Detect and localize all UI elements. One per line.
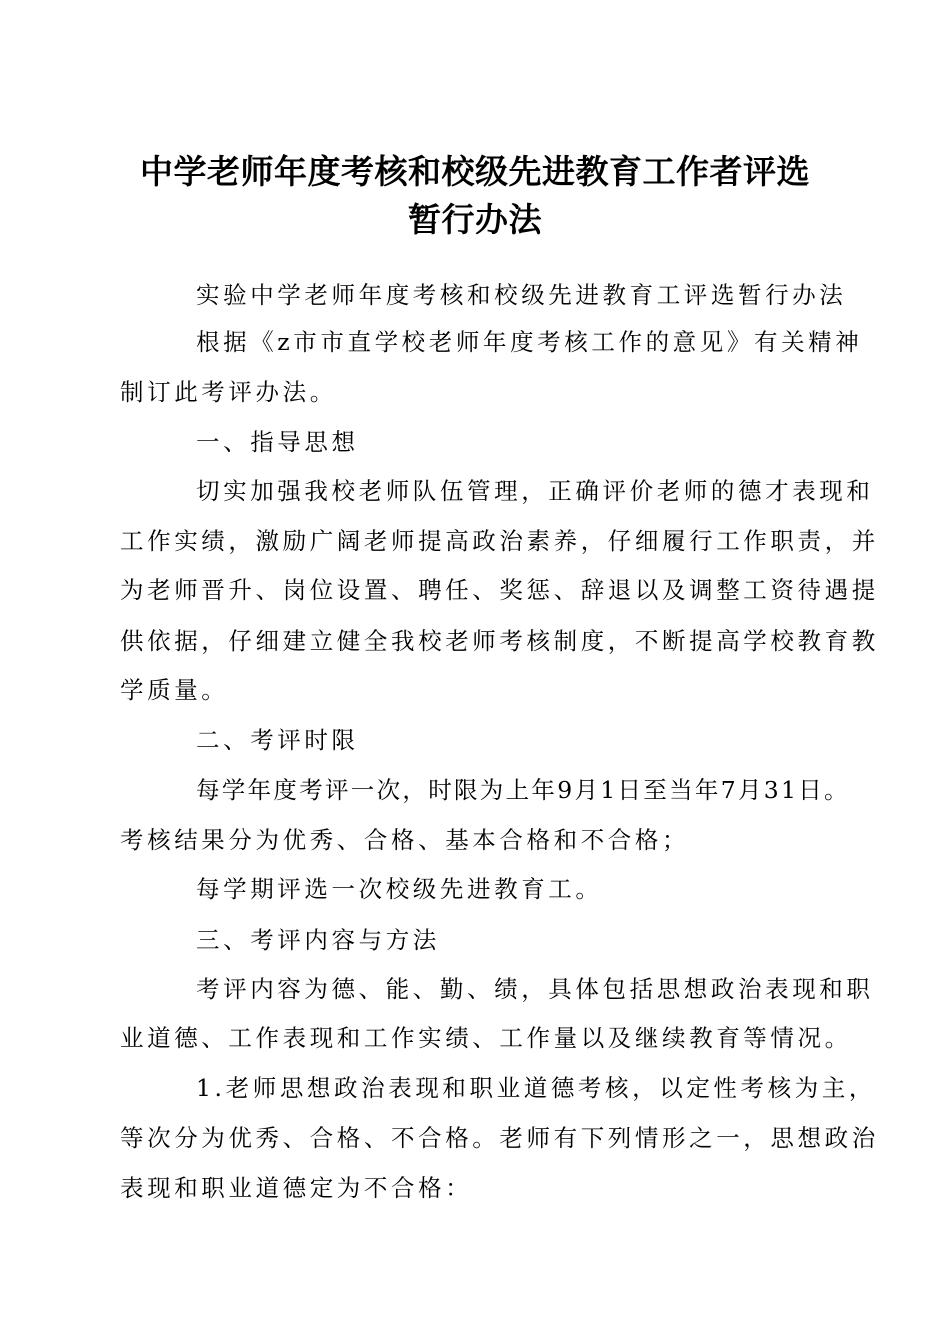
document-title-line-1: 中学老师年度考核和校级先进教育工作者评选 xyxy=(140,152,810,191)
paragraph-line: 实验中学老师年度考核和校级先进教育工评选暂行办法 xyxy=(196,281,847,309)
paragraph-line: 制订此考评办法。 xyxy=(120,378,337,406)
paragraph-line: 考评内容为德、能、勤、绩，具体包括思想政治表现和职 xyxy=(196,975,874,1003)
section-heading: 一、指导思想 xyxy=(196,428,359,456)
paragraph-line: 业道德、工作表现和工作实绩、工作量以及继续教育等情况。 xyxy=(120,1024,852,1052)
paragraph-line: 1.老师思想政治表现和职业道德考核，以定性考核为主， xyxy=(196,1074,877,1102)
paragraph-line: 每学年度考评一次，时限为上年9月1日至当年7月31日。 xyxy=(196,776,850,804)
document-title-line-2: 暂行办法 xyxy=(408,200,542,239)
paragraph-line: 每学期评选一次校级先进教育工。 xyxy=(196,875,603,903)
paragraph-line: 为老师晋升、岗位设置、聘任、奖惩、辞退以及调整工资待遇提 xyxy=(120,576,879,604)
paragraph-line: 等次分为优秀、合格、不合格。老师有下列情形之一，思想政治 xyxy=(120,1124,879,1152)
paragraph-line: 切实加强我校老师队伍管理，正确评价老师的德才表现和 xyxy=(196,477,874,505)
paragraph-line: 工作实绩，激励广阔老师提高政治素养，仔细履行工作职责，并 xyxy=(120,527,879,555)
paragraph-line: 考核结果分为优秀、合格、基本合格和不合格； xyxy=(120,826,690,854)
section-heading: 二、考评时限 xyxy=(196,726,359,754)
section-heading: 三、考评内容与方法 xyxy=(196,926,440,954)
paragraph-line: 表现和职业道德定为不合格： xyxy=(120,1174,473,1202)
paragraph-line: 供依据，仔细建立健全我校老师考核制度，不断提高学校教育教 xyxy=(120,627,879,655)
paragraph-line: 根据《z市市直学校老师年度考核工作的意见》有关精神 xyxy=(196,328,863,356)
paragraph-line: 学质量。 xyxy=(120,676,229,704)
